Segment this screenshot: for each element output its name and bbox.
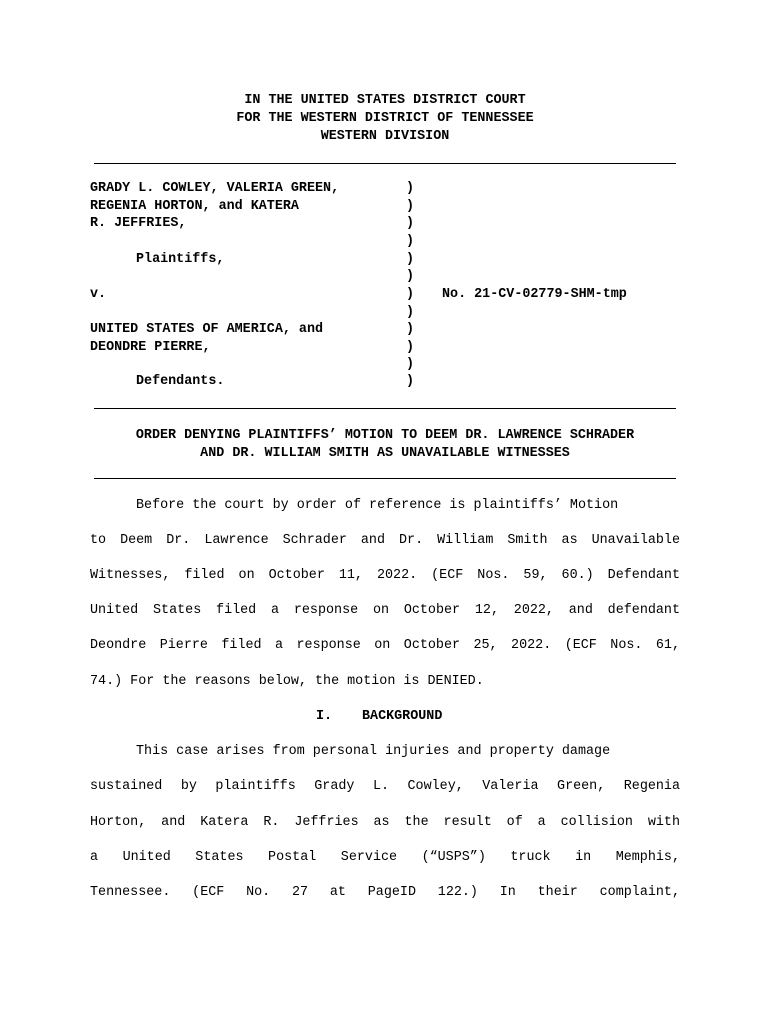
court-name-line-1: IN THE UNITED STATES DISTRICT COURT — [244, 93, 526, 108]
plaintiff-name-line: REGENIA HORTON, and KATERA — [90, 199, 299, 214]
order-title-line-2: AND DR. WILLIAM SMITH AS UNAVAILABLE WITNESSES — [200, 446, 570, 461]
caption-rule — [94, 408, 676, 409]
court-name-line-2: FOR THE WESTERN DISTRICT OF TENNESSEE — [236, 111, 534, 126]
caption-paren: ) — [406, 234, 415, 249]
section-number: I. — [316, 709, 333, 724]
body-text-line: This case arises from personal injuries and property damage — [136, 744, 611, 759]
body-text-line: a United States Postal Service (“USPS”) truck in Memphis, — [90, 850, 680, 865]
caption-paren: ) — [406, 216, 415, 231]
caption-paren: ) — [406, 357, 415, 372]
caption-paren: ) — [406, 269, 415, 284]
body-text-line: United States filed a response on October 12, 2022, and defendant — [90, 603, 680, 618]
body-text-line: Tennessee. (ECF No. 27 at PageID 122.) In their complaint, — [90, 885, 680, 900]
court-division: WESTERN DIVISION — [320, 129, 450, 144]
body-text-line: Before the court by order of reference is plaintiffs’ Motion — [136, 498, 619, 513]
title-rule — [94, 478, 676, 479]
caption-paren: ) — [406, 199, 415, 214]
versus-label: v. — [90, 287, 107, 302]
caption-paren: ) — [406, 287, 415, 302]
case-number: No. 21-CV-02779-SHM-tmp — [442, 287, 627, 302]
section-heading: BACKGROUND — [362, 709, 443, 724]
caption-paren: ) — [406, 322, 415, 337]
order-title-line-1: ORDER DENYING PLAINTIFFS’ MOTION TO DEEM DR. LAWRENCE SCHRADER — [135, 428, 635, 443]
header-rule — [94, 163, 676, 164]
body-text-line: to Deem Dr. Lawrence Schrader and Dr. William Smith as Unavailable — [90, 533, 680, 548]
body-text-line: 74.) For the reasons below, the motion is DENIED. — [90, 674, 484, 689]
body-text-line: Witnesses, filed on October 11, 2022. (ECF Nos. 59, 60.) Defendant — [90, 568, 680, 583]
body-text-line: Horton, and Katera R. Jeffries as the result of a collision with — [90, 815, 680, 830]
defendants-label: Defendants. — [136, 374, 225, 389]
caption-paren: ) — [406, 181, 415, 196]
caption-paren: ) — [406, 374, 415, 389]
caption-paren: ) — [406, 340, 415, 355]
defendant-name-line: UNITED STATES OF AMERICA, and — [90, 322, 324, 337]
caption-paren: ) — [406, 252, 415, 267]
plaintiff-name-line: R. JEFFRIES, — [90, 216, 187, 231]
body-text-line: sustained by plaintiffs Grady L. Cowley, Valeria Green, Regenia — [90, 779, 680, 794]
body-text-line: Deondre Pierre filed a response on October 25, 2022. (ECF Nos. 61, — [90, 638, 680, 653]
plaintiffs-label: Plaintiffs, — [136, 252, 225, 267]
caption-paren: ) — [406, 305, 415, 320]
plaintiff-name-line: GRADY L. COWLEY, VALERIA GREEN, — [90, 181, 340, 196]
defendant-name-line: DEONDRE PIERRE, — [90, 340, 211, 355]
